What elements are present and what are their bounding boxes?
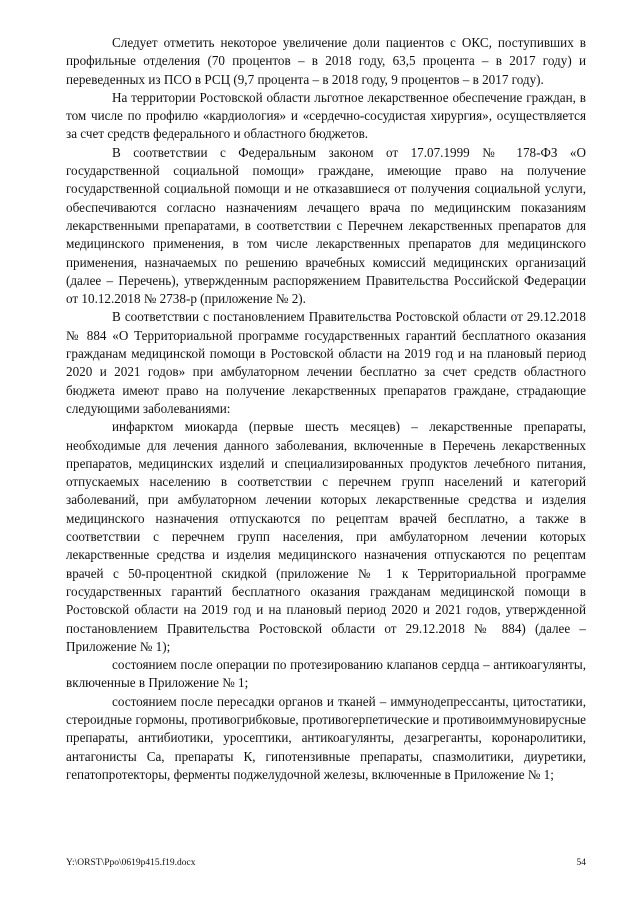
paragraph-oks-share: Следует отметить некоторое увеличение доли пациентов с ОКС, поступивших в профильные отделения (70 процентов – в 2018 году, 63,5 процента – в 2017 году) и переведенных из ПСО в РСЦ (9,7 процента – в 2018 году, 9 процентов – в 2017 году). — [66, 35, 586, 87]
paragraph-regional-decree: В соответствии с постановлением Правительства Ростовской области от 29.12.2018 № 884 «О Территориальной программе государственных гарантий бесплатного оказания гражданам медицинской помощи в Ростовской области на 2019 год и на плановый период 2020 и 2021 годов» при амбулаторном лечении бесплатно за счет средств областного бюджета имеют право на получение лекарственных препаратов граждане, страдающие следующими заболеваниями: — [66, 309, 586, 416]
page-number: 54 — [576, 858, 586, 868]
paragraph-federal-law: В соответствии с Федеральным законом от 17.07.1999 № 178-ФЗ «О государственной социальной помощи» граждане, имеющие право на получение государственной социальной помощи и не отказавшиеся от получения социальной услуги, обеспечиваются согласно назначениям лечащего врача по медицинским показаниям лекарственными препаратами, в соответствии с Перечнем лекарственных препаратов для медицинского применения, в том числе лекарственных препаратов для медицинского применения, назначаемых по решению врачебных комиссий медицинских организаций (далее – Перечень), утвержденным распоряжением Правительства Российской Федерации от 10.12.2018 № 2738-р (приложение № 2). — [66, 144, 586, 307]
document-body — [66, 34, 586, 784]
paragraph-drug-provision: На территории Ростовской области льготное лекарственное обеспечение граждан, в том числе по профилю «кардиология» и «сердечно-сосудистая хирургия», осуществляется за счет средств федерального и областного бюджетов. — [66, 89, 586, 142]
paragraph-organ-transplant: состоянием после пересадки органов и тканей – иммунодепрессанты, цитостатики, стероидные гормоны, противогрибковые, противогерпетические и противоиммуновирусные препараты, антибиотики, уросептики, антикоагулянты, дезагреганты, коронаролитики, антагонисты Са, препараты К, гипотензивные препараты, спазмолитики, диуретики, гепатопротекторы, ферменты поджелудочной железы, включенные в Приложение № 1; — [66, 693, 586, 782]
paragraph-myocardial-infarction: инфарктом миокарда (первые шесть месяцев) – лекарственные препараты, необходимые для лечения данного заболевания, включенные в Перечень лекарственных препаратов, медицинских изделий и специализированных продуктов лечебного питания, отпускаемых населению в соответствии с перечнем групп населений и категорий заболеваний, при амбулаторном лечении которых лекарственные средства и изделия медицинского назначения отпускаются по рецептам врачей бесплатно, а также в соответствии с перечнем групп населения, при амбулаторном лечении которых лекарственные средства и изделия медицинского назначения отпускаются по рецептам врачей с 50-процентной скидкой (приложение № 1 к Территориальной программе государственных гарантий бесплатного оказания гражданам медицинской помощи в Ростовской области на 2019 год и на плановый период 2020 и 2021 годов, утвержденной постановлением Правительства Ростовской области от 29.12.2018 № 884) (далее – Приложение № 1); — [66, 419, 586, 654]
file-path: Y:\ORST\Ppo\0619p415.f19.docx — [66, 858, 196, 868]
page-footer — [66, 858, 586, 868]
paragraph-valve-replacement: состоянием после операции по протезированию клапанов сердца – антикоагулянты, включенные в Приложение № 1; — [66, 657, 586, 691]
